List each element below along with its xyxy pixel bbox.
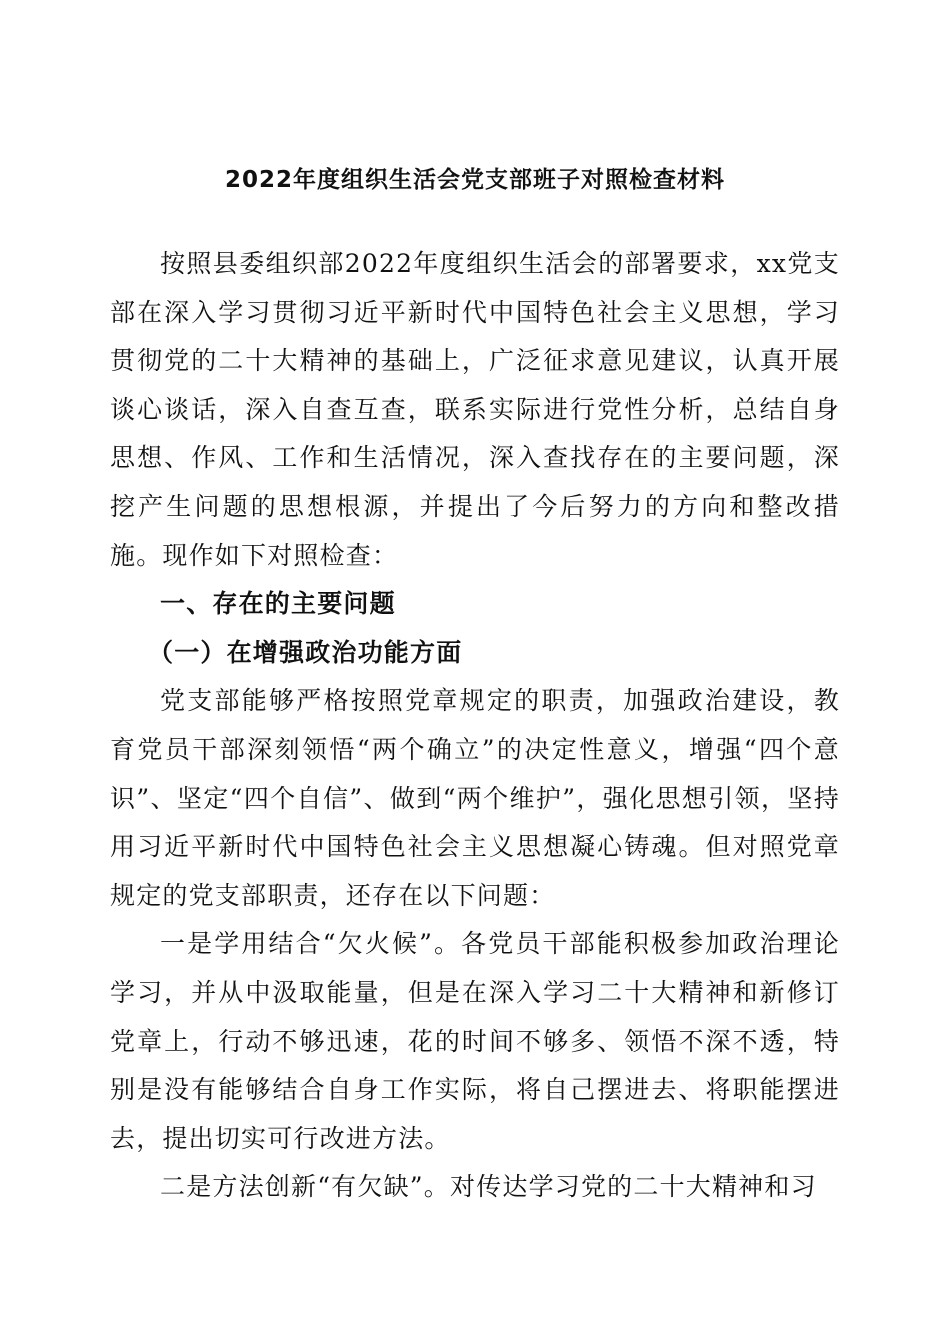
intro-paragraph: 按照县委组织部2022年度组织生活会的部署要求，xx党支部在深入学习贯彻习近平新时代中国特色社会主义思想，学习贯彻党的二十大精神的基础上，广泛征求意见建议，认真开展谈心谈话，深入自查互查，联系实际进行党性分析，总结自身思想、作风、工作和生活情况，深入查找存在的主要问题，深挖产生问题的思想根源，并提出了今后努力的方向和整改措施。现作如下对照检查： xyxy=(110,249,840,570)
body-paragraph-1: 党支部能够严格按照党章规定的职责，加强政治建设，教育党员干部深刻领悟“两个确立”的决定性意义，增强“四个意识”、坚定“四个自信”、做到“两个维护”，强化思想引领，坚持用习近平新时代中国特色社会主义思想凝心铸魂。但对照党章规定的党支部职责，还存在以下问题： xyxy=(110,686,840,910)
body-paragraph-2: 一是学用结合“欠火候”。各党员干部能积极参加政治理论学习，并从中汲取能量，但是在深入学习二十大精神和新修订党章上，行动不够迅速，花的时间不够多、领悟不深不透，特别是没有能够结合自身工作实际，将自己摆进去、将职能摆进去，提出切实可行改进方法。 xyxy=(110,929,840,1153)
document-body xyxy=(110,240,840,1212)
body-paragraph-3: 二是方法创新“有欠缺”。对传达学习党的二十大精神和习 xyxy=(160,1172,817,1202)
document-title: 2022年度组织生活会党支部班子对照检查材料 xyxy=(224,167,725,193)
subsection-heading-political-function: （一）在增强政治功能方面 xyxy=(148,637,463,667)
section-heading-main-problems: 一、存在的主要问题 xyxy=(160,589,396,619)
